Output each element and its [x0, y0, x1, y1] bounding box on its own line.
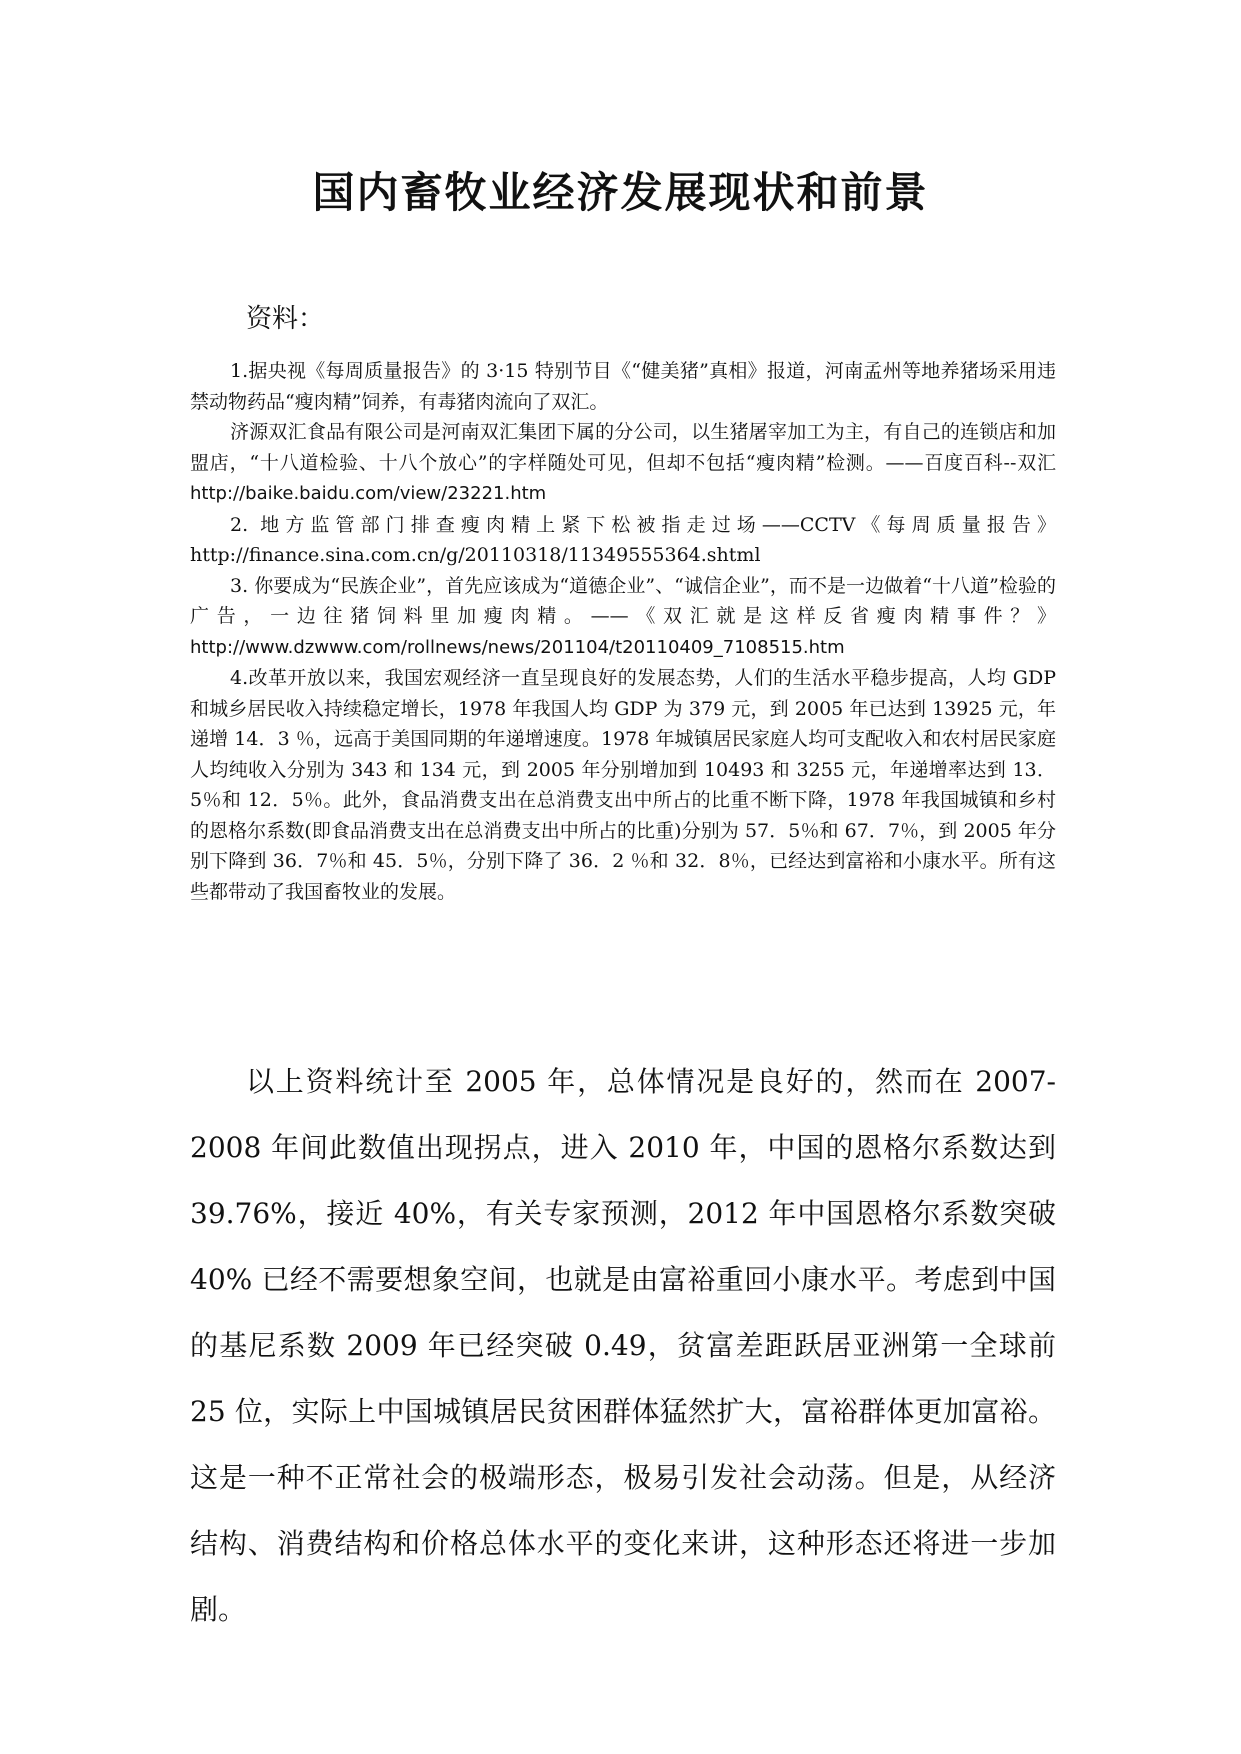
document-title: 国内畜牧业经济发展现状和前景	[312, 168, 929, 217]
reference-list	[190, 356, 1056, 907]
reference-text: 3. 你要成为“民族企业”，首先应该成为“道德企业”、“诚信企业”，而不是一边做着“十八道”检验的广告，一边往猪饲料里加瘦肉精。——《双汇就是这样反省瘦肉精事件？》	[190, 574, 1056, 627]
reference-url[interactable]: http://finance.sina.com.cn/g/20110318/11349555364.shtml	[190, 544, 761, 566]
reference-item-1	[190, 356, 1056, 417]
reference-text: 1.据央视《每周质量报告》的 3·15 特别节目《“健美猪”真相》报道，河南孟州等地养猪场采用违禁动物药品“瘦肉精”饲养，有毒猪肉流向了双汇。	[190, 360, 1056, 413]
reference-text: 4.改革开放以来，我国宏观经济一直呈现良好的发展态势，人们的生活水平稳步提高，人均 GDP 和城乡居民收入持续稳定增长，1978 年我国人均 GDP 为 379 元，到 2005 年已达到 13925 元，年递增 14．3 ％，远高于美国同期的年递增速度。1978 年城镇居民家庭人均可支配收入和农村居民家庭人均纯收入分别为 343 和 134 元，到 2005 年分别增加到 10493 和 3255 元，年递增率达到 13．5％和 12．5％。此外，食品消费支出在总消费支出中所占的比重不断下降，1978 年我国城镇和乡村的恩格尔系数(即食品消费支出在总消费支出中所占的比重)分别为 57．5％和 67．7％，到 2005 年分别下降到 36．7％和 45．5％，分别下降了 36．2 ％和 32．8％，已经达到富裕和小康水平。所有这些都带动了我国畜牧业的发展。	[190, 667, 1056, 903]
reference-item-1b	[190, 417, 1056, 510]
reference-item-4	[190, 663, 1056, 907]
body-paragraph: 以上资料统计至 2005 年，总体情况是良好的，然而在 2007-2008 年间此数值出现拐点，进入 2010 年，中国的恩格尔系数达到 39.76%，接近 40%，有关专家预测，2012 年中国恩格尔系数突破 40% 已经不需要想象空间，也就是由富裕重回小康水平。考虑到中国的基尼系数 2009 年已经突破 0.49，贫富差距跃居亚洲第一全球前 25 位，实际上中国城镇居民贫困群体猛然扩大，富裕群体更加富裕。这是一种不正常社会的极端形态，极易引发社会动荡。但是，从经济结构、消费结构和价格总体水平的变化来讲，这种形态还将进一步加剧。	[190, 1065, 1056, 1626]
reference-text: 2. 地方监管部门排查瘦肉精上紧下松被指走过场——CCTV《每周质量报告》	[230, 513, 1056, 536]
reference-url[interactable]: http://www.dzwww.com/rollnews/news/201104/t20110409_7108515.htm	[190, 636, 845, 658]
reference-item-2	[190, 510, 1056, 571]
reference-item-3	[190, 571, 1056, 664]
reference-url[interactable]: http://baike.baidu.com/view/23221.htm	[190, 483, 547, 504]
section-label: 资料：	[246, 304, 325, 334]
reference-text: 济源双汇食品有限公司是河南双汇集团下属的分公司，以生猪屠宰加工为主，有自己的连锁店和加盟店，“十八道检验、十八个放心”的字样随处可见，但却不包括“瘦肉精”检测。——百度百科--双汇	[190, 421, 1056, 474]
body-section	[190, 1049, 1056, 1643]
